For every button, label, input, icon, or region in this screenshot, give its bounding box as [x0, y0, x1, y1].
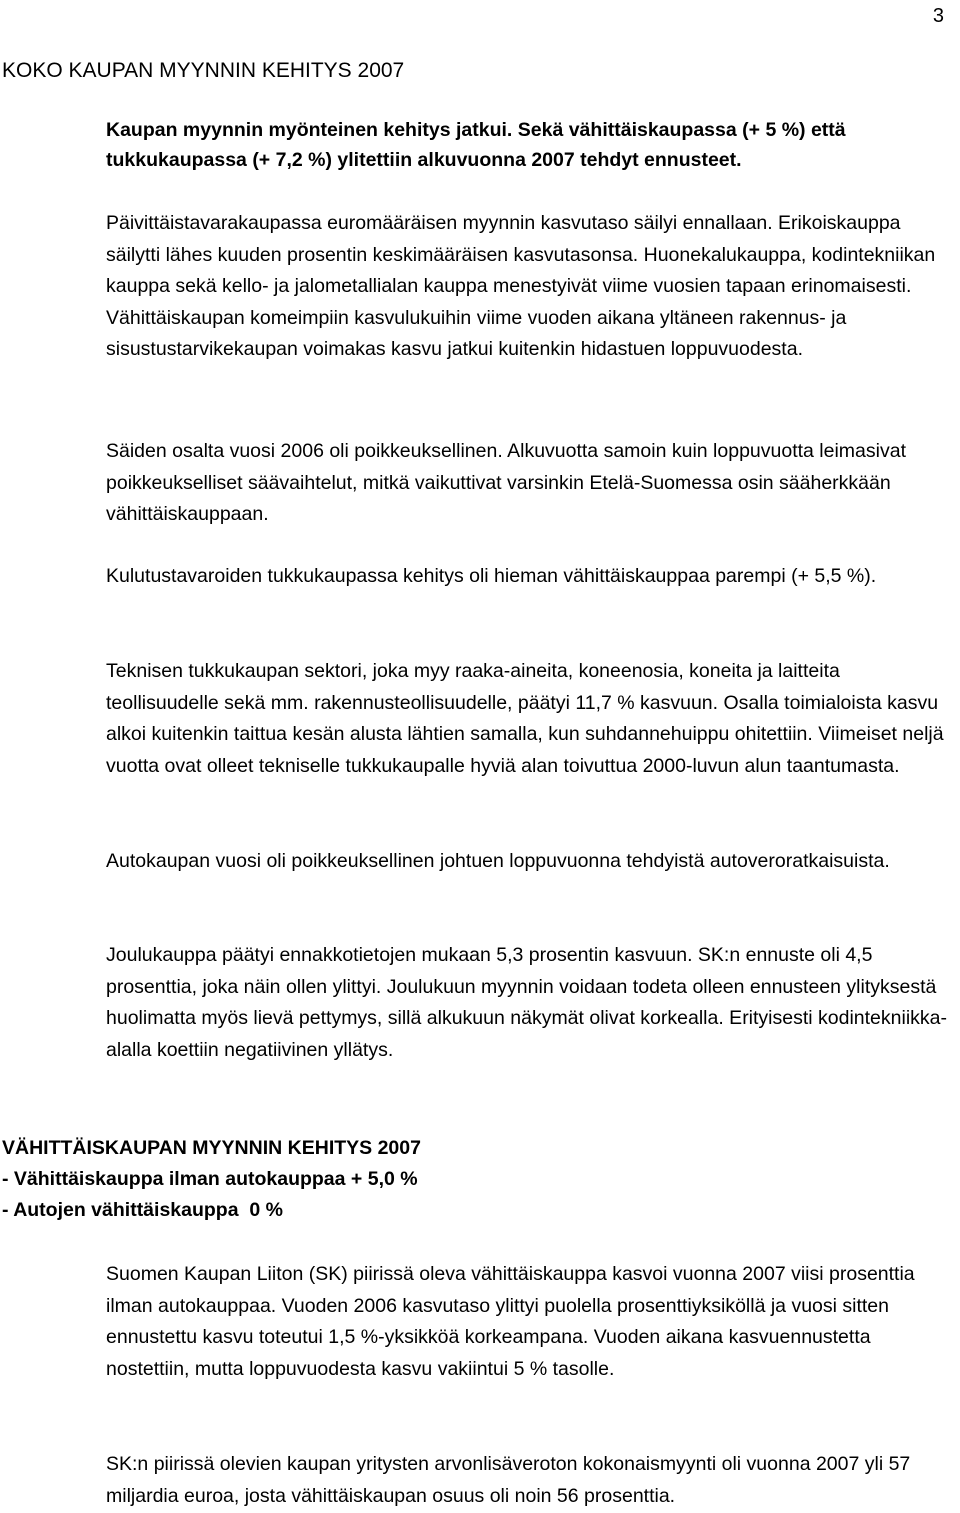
- section-heading-retail: [2, 1133, 421, 1226]
- paragraph-7: Suomen Kaupan Liiton (SK) piirissä oleva vähittäiskauppa kasvoi vuonna 2007 viisi prosenttia ilman autokauppaa. Vuoden 2006 kasvutaso ylittyi puolella prosenttiyksiköllä ja vuosi sitten ennustettu kasvu toteutui 1,5 %-yksikköä korkeampana. Vuoden aikana kasvuennustetta nostettiin, mutta loppuvuodesta kasvu vakiintui 5 % tasolle.: [106, 1263, 915, 1380]
- paragraph-block-8: [106, 1449, 951, 1512]
- paragraph-block-7: [106, 1259, 951, 1385]
- section-title: VÄHITTÄISKAUPAN MYYNNIN KEHITYS 2007: [2, 1137, 421, 1159]
- paragraph-2: Säiden osalta vuosi 2006 oli poikkeuksellinen. Alkuvuotta samoin kuin loppuvuotta leimasivat poikkeukselliset säävaihtelut, mitkä vaikuttivat varsinkin Etelä-Suomessa osin sääherkkään vähittäiskauppaan.: [106, 440, 906, 525]
- page-heading: KOKO KAUPAN MYYNNIN KEHITYS 2007: [2, 59, 405, 82]
- paragraph-1: Päivittäistavarakaupassa euromääräisen myynnin kasvutaso säilyi ennallaan. Erikoiskauppa säilytti lähes kuuden prosentin keskimääräisen kasvutasonsa. Huonekalukauppa, kodintekniikan kauppa sekä kello- ja jalometallialan kauppa menestyivät viime vuosien tapaan erinomaisesti. Vähittäiskaupan komeimpiin kasvulukuihin viime vuoden aikana yltäneen rakennus- ja sisustustarvikekaupan voimakas kasvu jatkui kuitenkin hidastuen loppuvuodesta.: [106, 212, 936, 360]
- paragraph-block-5: [106, 846, 951, 878]
- page-number: 3: [932, 5, 944, 27]
- paragraph-5: Autokaupan vuosi oli poikkeuksellinen johtuen loppuvuonna tehdyistä autoveroratkaisuista.: [106, 850, 890, 872]
- intro-paragraph: Kaupan myynnin myönteinen kehitys jatkui. Sekä vähittäiskaupassa (+ 5 %) että tukkukaupassa (+ 7,2 %) ylitettiin alkuvuonna 2007 tehdyt ennusteet.: [106, 119, 846, 171]
- paragraph-block-3: [106, 561, 951, 593]
- paragraph-block-1: [106, 208, 951, 366]
- paragraph-6: Joulukauppa päätyi ennakkotietojen mukaan 5,3 prosentin kasvuun. SK:n ennuste oli 4,5 prosenttia, joka näin ollen ylittyi. Joulukuun myynnin voidaan todeta olleen ennusteen ylityksestä huolimatta myös lievä pettymys, sillä alkukuun näkymät olivat korkealla. Erityisesti kodintekniikka-alalla koettiin negatiivinen yllätys.: [106, 944, 948, 1061]
- paragraph-4: Teknisen tukkukaupan sektori, joka myy raaka-aineita, koneenosia, koneita ja laitteita teollisuudelle sekä mm. rakennusteollisuudelle, päätyi 11,7 % kasvuun. Osalla toimialoista kasvu alkoi kuitenkin taittua kesän alusta lähtien samalla, kun suhdannehuippu ohitettiin. Viimeiset neljä vuotta ovat olleet tekniselle tukkukaupalle hyviä alan toivuttua 2000-luvun alun taantumasta.: [106, 660, 944, 777]
- paragraph-8: SK:n piirissä olevien kaupan yritysten arvonlisäveroton kokonaismyynti oli vuonna 2007 yli 57 miljardia euroa, josta vähittäiskaupan osuus oli noin 56 prosenttia.: [106, 1453, 911, 1507]
- paragraph-block-6: [106, 940, 951, 1066]
- section-line-1: - Vähittäiskauppa ilman autokauppaa + 5,0 %: [2, 1168, 418, 1190]
- paragraph-block-2: [106, 436, 951, 531]
- section-line-2: - Autojen vähittäiskauppa 0 %: [2, 1199, 283, 1221]
- paragraph-3: Kulutustavaroiden tukkukaupassa kehitys oli hieman vähittäiskauppaa parempi (+ 5,5 %).: [106, 565, 877, 587]
- paragraph-block-4: [106, 656, 951, 782]
